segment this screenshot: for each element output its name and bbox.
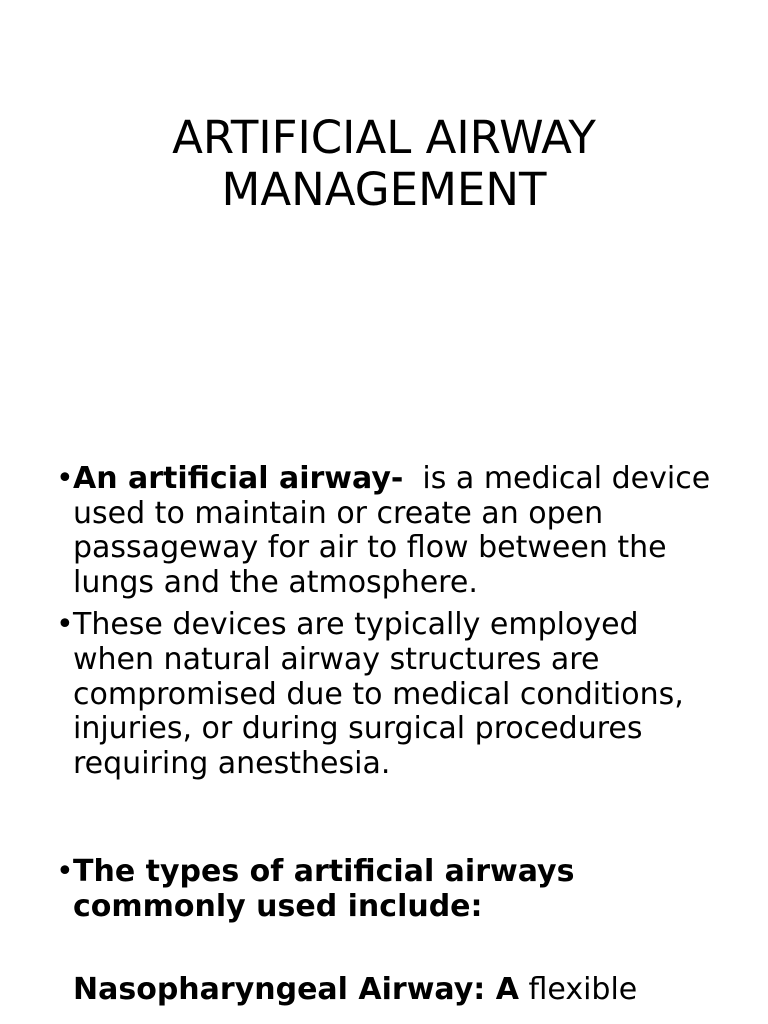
subitem-nasopharyngeal xyxy=(56,973,716,1008)
bullet-marker: • xyxy=(56,461,74,496)
nasopharyngeal-term: Nasopharyngeal Airway: A xyxy=(73,971,519,1007)
title-line-1: ARTIFICIAL AIRWAY xyxy=(172,111,596,164)
bullet-usage xyxy=(56,608,716,781)
slide-title xyxy=(0,112,768,216)
bullet-list xyxy=(56,461,720,1007)
title-line-2: MANAGEMENT xyxy=(221,163,547,216)
definition-term: An artificial airway- xyxy=(73,461,404,496)
bullet-definition xyxy=(56,461,720,600)
bullet-types xyxy=(56,855,716,924)
bullet-marker: • xyxy=(56,607,74,643)
definition-text: is a medical device used to maintain or create an open passageway for air to flow between the lungs and the atmosphere. xyxy=(73,461,720,600)
bullet-marker: • xyxy=(56,854,74,890)
usage-text: These devices are typically employed when natural airway structures are compromised due to medical conditions, injuries, or during surgical procedures requiring anesthesia. xyxy=(73,607,684,781)
nasopharyngeal-text: flexible xyxy=(518,971,638,1007)
types-heading: The types of artificial airways commonly used include: xyxy=(73,854,575,924)
